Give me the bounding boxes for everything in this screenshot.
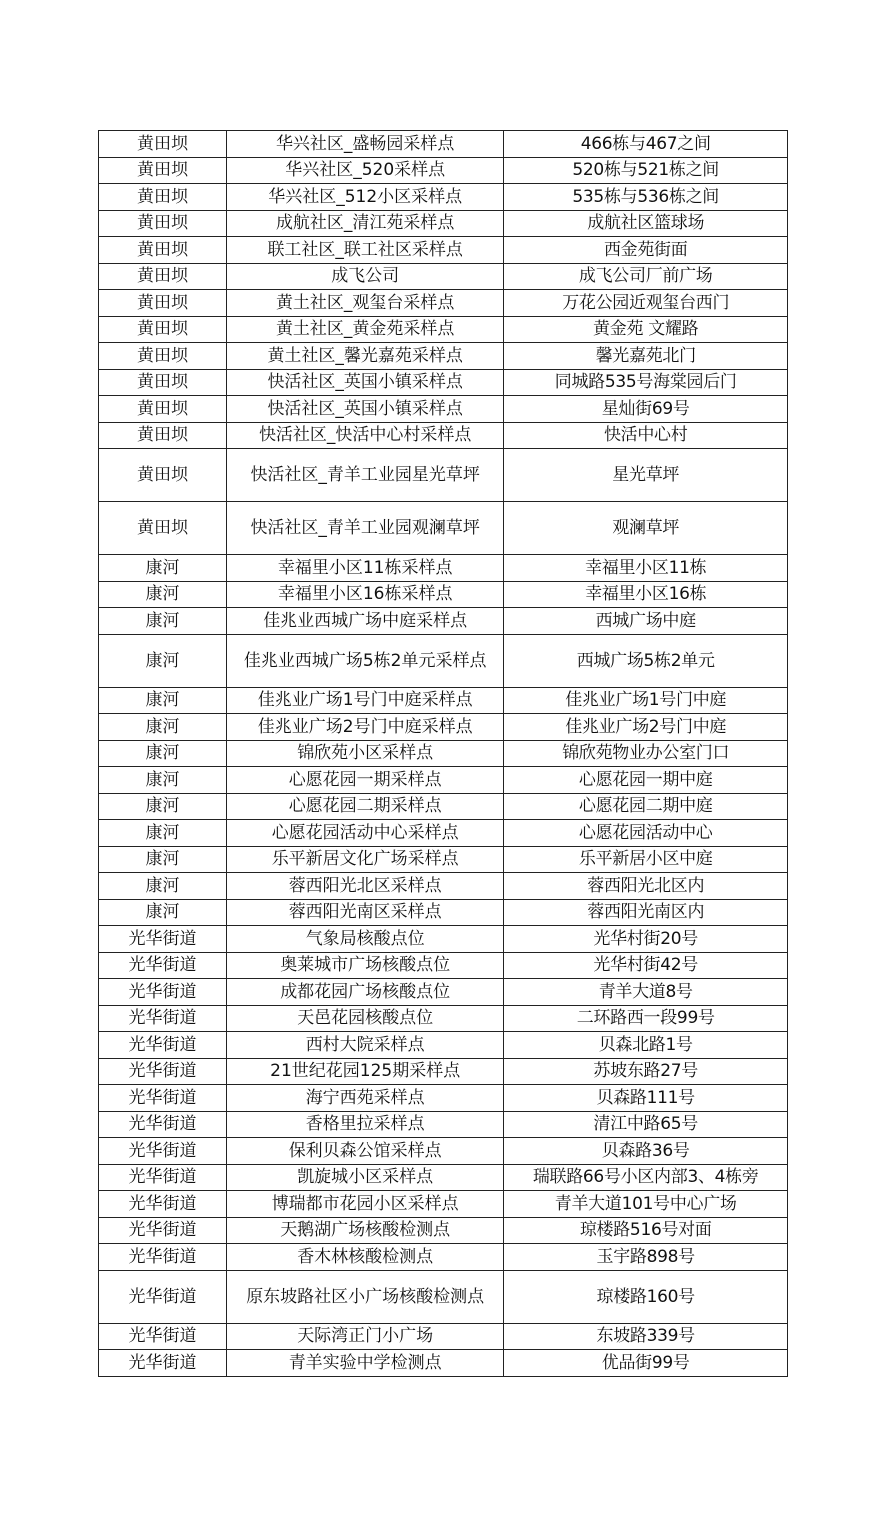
street-cell: 康河 [99, 581, 227, 608]
site-cell: 幸福里小区11栋采样点 [226, 555, 503, 582]
table-row [99, 1164, 788, 1191]
location-cell: 乐平新居小区中庭 [504, 846, 788, 873]
table-row [99, 263, 788, 290]
street-cell: 康河 [99, 714, 227, 741]
table-row [99, 1270, 788, 1323]
site-cell: 锦欣苑小区采样点 [226, 740, 503, 767]
site-cell: 黄土社区_观玺台采样点 [226, 290, 503, 317]
table-row [99, 1111, 788, 1138]
site-cell: 天际湾正门小广场 [226, 1323, 503, 1350]
location-cell: 520栋与521栋之间 [504, 157, 788, 184]
location-cell: 玉宇路898号 [504, 1244, 788, 1271]
location-cell: 贝森路111号 [504, 1085, 788, 1112]
street-cell: 黄田坝 [99, 210, 227, 237]
table-row [99, 634, 788, 687]
location-cell: 蓉西阳光南区内 [504, 899, 788, 926]
street-cell: 光华街道 [99, 1111, 227, 1138]
site-cell: 华兴社区_520采样点 [226, 157, 503, 184]
location-cell: 二环路西一段99号 [504, 1005, 788, 1032]
street-cell: 光华街道 [99, 1032, 227, 1059]
street-cell: 光华街道 [99, 1005, 227, 1032]
location-cell: 幸福里小区11栋 [504, 555, 788, 582]
site-cell: 佳兆业广场1号门中庭采样点 [226, 687, 503, 714]
street-cell: 康河 [99, 767, 227, 794]
site-cell: 博瑞都市花园小区采样点 [226, 1191, 503, 1218]
table-row [99, 184, 788, 211]
street-cell: 黄田坝 [99, 157, 227, 184]
table-row [99, 1323, 788, 1350]
street-cell: 康河 [99, 634, 227, 687]
location-cell: 蓉西阳光北区内 [504, 873, 788, 900]
table-row [99, 899, 788, 926]
site-cell: 黄土社区_黄金苑采样点 [226, 316, 503, 343]
table-row [99, 687, 788, 714]
site-cell: 成航社区_清江苑采样点 [226, 210, 503, 237]
location-cell: 成飞公司厂前广场 [504, 263, 788, 290]
site-cell: 香木林核酸检测点 [226, 1244, 503, 1271]
sampling-sites-table-container [98, 130, 788, 1377]
street-cell: 黄田坝 [99, 237, 227, 264]
location-cell: 成航社区篮球场 [504, 210, 788, 237]
street-cell: 光华街道 [99, 1244, 227, 1271]
location-cell: 心愿花园一期中庭 [504, 767, 788, 794]
site-cell: 西村大院采样点 [226, 1032, 503, 1059]
street-cell: 黄田坝 [99, 369, 227, 396]
street-cell: 光华街道 [99, 1217, 227, 1244]
site-cell: 成飞公司 [226, 263, 503, 290]
site-cell: 青羊实验中学检测点 [226, 1350, 503, 1377]
location-cell: 心愿花园二期中庭 [504, 793, 788, 820]
table-row [99, 210, 788, 237]
site-cell: 黄土社区_馨光嘉苑采样点 [226, 343, 503, 370]
street-cell: 黄田坝 [99, 343, 227, 370]
table-row [99, 926, 788, 953]
site-cell: 保利贝森公馆采样点 [226, 1138, 503, 1165]
table-row [99, 1138, 788, 1165]
location-cell: 快活中心村 [504, 422, 788, 449]
location-cell: 贝森路36号 [504, 1138, 788, 1165]
table-row [99, 979, 788, 1006]
table-row [99, 502, 788, 555]
street-cell: 光华街道 [99, 952, 227, 979]
table-row [99, 369, 788, 396]
site-cell: 成都花园广场核酸点位 [226, 979, 503, 1006]
table-row [99, 793, 788, 820]
site-cell: 21世纪花园125期采样点 [226, 1058, 503, 1085]
location-cell: 星光草坪 [504, 449, 788, 502]
table-row [99, 820, 788, 847]
table-row [99, 952, 788, 979]
street-cell: 光华街道 [99, 1323, 227, 1350]
location-cell: 青羊大道101号中心广场 [504, 1191, 788, 1218]
street-cell: 康河 [99, 873, 227, 900]
site-cell: 联工社区_联工社区采样点 [226, 237, 503, 264]
site-cell: 蓉西阳光南区采样点 [226, 899, 503, 926]
location-cell: 光华村街42号 [504, 952, 788, 979]
street-cell: 康河 [99, 846, 227, 873]
location-cell: 光华村街20号 [504, 926, 788, 953]
table-row [99, 1032, 788, 1059]
location-cell: 锦欣苑物业办公室门口 [504, 740, 788, 767]
street-cell: 康河 [99, 687, 227, 714]
table-row [99, 131, 788, 158]
site-cell: 原东坡路社区小广场核酸检测点 [226, 1270, 503, 1323]
site-cell: 天鹅湖广场核酸检测点 [226, 1217, 503, 1244]
location-cell: 西金苑街面 [504, 237, 788, 264]
table-row [99, 846, 788, 873]
street-cell: 黄田坝 [99, 422, 227, 449]
site-cell: 华兴社区_盛畅园采样点 [226, 131, 503, 158]
street-cell: 光华街道 [99, 1270, 227, 1323]
street-cell: 康河 [99, 793, 227, 820]
location-cell: 清江中路65号 [504, 1111, 788, 1138]
street-cell: 黄田坝 [99, 449, 227, 502]
site-cell: 快活社区_快活中心村采样点 [226, 422, 503, 449]
site-cell: 佳兆业广场2号门中庭采样点 [226, 714, 503, 741]
site-cell: 心愿花园二期采样点 [226, 793, 503, 820]
table-row [99, 1005, 788, 1032]
table-row [99, 1191, 788, 1218]
street-cell: 黄田坝 [99, 131, 227, 158]
site-cell: 快活社区_英国小镇采样点 [226, 396, 503, 423]
site-cell: 佳兆业西城广场中庭采样点 [226, 608, 503, 635]
site-cell: 快活社区_英国小镇采样点 [226, 369, 503, 396]
location-cell: 心愿花园活动中心 [504, 820, 788, 847]
site-cell: 气象局核酸点位 [226, 926, 503, 953]
table-row [99, 767, 788, 794]
location-cell: 黄金苑 文耀路 [504, 316, 788, 343]
street-cell: 黄田坝 [99, 316, 227, 343]
location-cell: 幸福里小区16栋 [504, 581, 788, 608]
site-cell: 幸福里小区16栋采样点 [226, 581, 503, 608]
site-cell: 佳兆业西城广场5栋2单元采样点 [226, 634, 503, 687]
site-cell: 华兴社区_512小区采样点 [226, 184, 503, 211]
street-cell: 康河 [99, 820, 227, 847]
location-cell: 贝森北路1号 [504, 1032, 788, 1059]
site-cell: 天邑花园核酸点位 [226, 1005, 503, 1032]
table-row [99, 714, 788, 741]
location-cell: 466栋与467之间 [504, 131, 788, 158]
table-row [99, 449, 788, 502]
street-cell: 黄田坝 [99, 290, 227, 317]
table-row [99, 316, 788, 343]
street-cell: 康河 [99, 555, 227, 582]
street-cell: 康河 [99, 608, 227, 635]
table-row [99, 555, 788, 582]
site-cell: 奥莱城市广场核酸点位 [226, 952, 503, 979]
street-cell: 黄田坝 [99, 502, 227, 555]
street-cell: 光华街道 [99, 1191, 227, 1218]
street-cell: 光华街道 [99, 979, 227, 1006]
table-row [99, 581, 788, 608]
street-cell: 光华街道 [99, 1164, 227, 1191]
table-row [99, 1350, 788, 1377]
sampling-sites-table [98, 130, 788, 1377]
location-cell: 西城广场5栋2单元 [504, 634, 788, 687]
location-cell: 佳兆业广场1号门中庭 [504, 687, 788, 714]
table-row [99, 1058, 788, 1085]
site-cell: 乐平新居文化广场采样点 [226, 846, 503, 873]
site-cell: 蓉西阳光北区采样点 [226, 873, 503, 900]
site-cell: 香格里拉采样点 [226, 1111, 503, 1138]
street-cell: 黄田坝 [99, 396, 227, 423]
site-cell: 快活社区_青羊工业园星光草坪 [226, 449, 503, 502]
location-cell: 西城广场中庭 [504, 608, 788, 635]
street-cell: 光华街道 [99, 1350, 227, 1377]
site-cell: 心愿花园活动中心采样点 [226, 820, 503, 847]
site-cell: 海宁西苑采样点 [226, 1085, 503, 1112]
location-cell: 东坡路339号 [504, 1323, 788, 1350]
street-cell: 黄田坝 [99, 184, 227, 211]
location-cell: 535栋与536栋之间 [504, 184, 788, 211]
location-cell: 琼楼路516号对面 [504, 1217, 788, 1244]
location-cell: 观澜草坪 [504, 502, 788, 555]
location-cell: 馨光嘉苑北门 [504, 343, 788, 370]
location-cell: 佳兆业广场2号门中庭 [504, 714, 788, 741]
table-row [99, 1217, 788, 1244]
table-row [99, 873, 788, 900]
table-row [99, 740, 788, 767]
location-cell: 万花公园近观玺台西门 [504, 290, 788, 317]
street-cell: 光华街道 [99, 1085, 227, 1112]
table-row [99, 237, 788, 264]
location-cell: 同城路535号海棠园后门 [504, 369, 788, 396]
site-cell: 凯旋城小区采样点 [226, 1164, 503, 1191]
table-row [99, 157, 788, 184]
location-cell: 青羊大道8号 [504, 979, 788, 1006]
table-row [99, 422, 788, 449]
table-row [99, 396, 788, 423]
table-row [99, 1244, 788, 1271]
table-row [99, 608, 788, 635]
street-cell: 黄田坝 [99, 263, 227, 290]
street-cell: 光华街道 [99, 1058, 227, 1085]
table-row [99, 290, 788, 317]
location-cell: 瑞联路66号小区内部3、4栋旁 [504, 1164, 788, 1191]
street-cell: 光华街道 [99, 1138, 227, 1165]
location-cell: 星灿街69号 [504, 396, 788, 423]
table-body [99, 131, 788, 1377]
street-cell: 康河 [99, 740, 227, 767]
table-row [99, 1085, 788, 1112]
street-cell: 康河 [99, 899, 227, 926]
street-cell: 光华街道 [99, 926, 227, 953]
location-cell: 琼楼路160号 [504, 1270, 788, 1323]
site-cell: 心愿花园一期采样点 [226, 767, 503, 794]
table-row [99, 343, 788, 370]
site-cell: 快活社区_青羊工业园观澜草坪 [226, 502, 503, 555]
location-cell: 优品街99号 [504, 1350, 788, 1377]
location-cell: 苏坡东路27号 [504, 1058, 788, 1085]
